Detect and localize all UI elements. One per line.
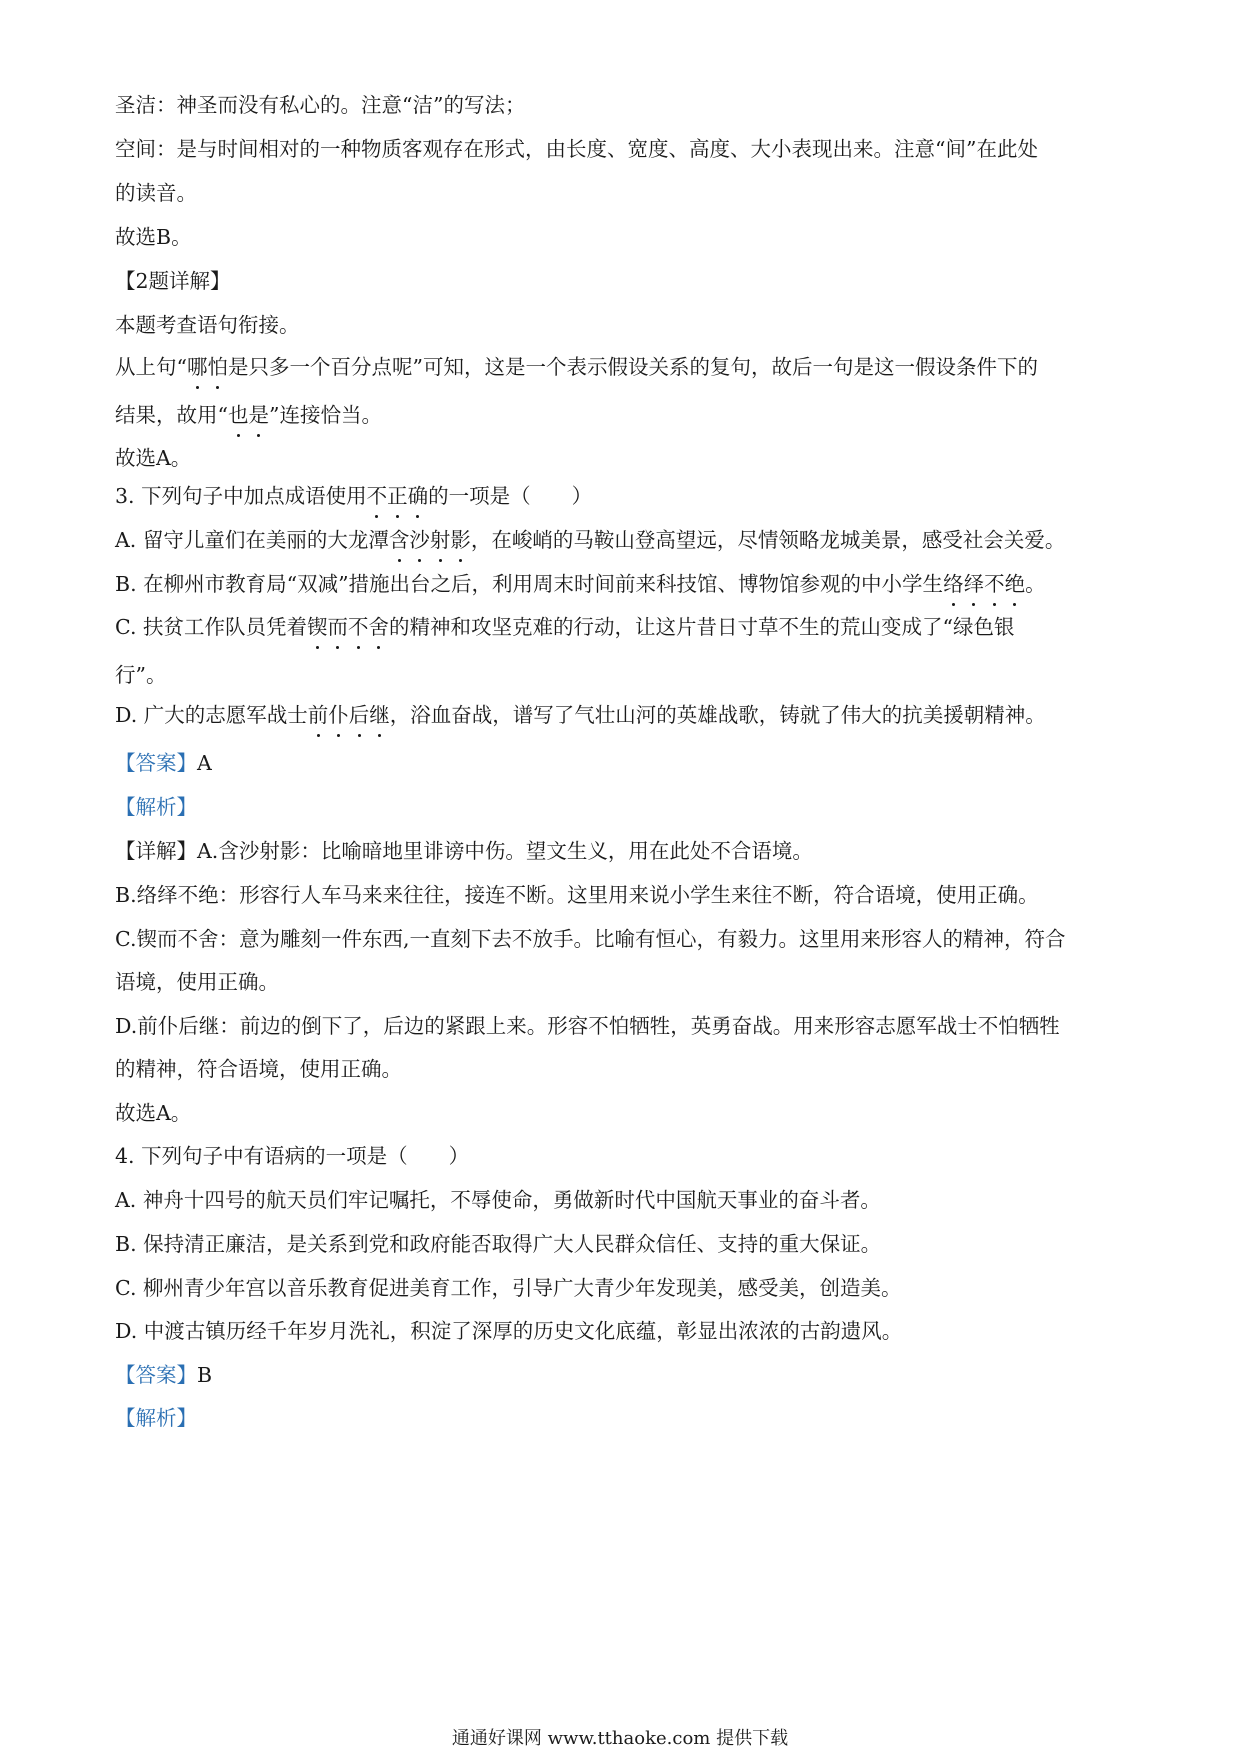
question-3-option-a xyxy=(115,525,1135,555)
text-line: 故选B。 xyxy=(115,225,192,249)
text-segment: ，浴血奋战，谱写了气壮山河的英雄战歌，铸就了伟大的抗美援朝精神。 xyxy=(389,703,1046,727)
question-4-option-c: C. 柳州青少年宫以音乐教育促进美育工作，引导广大青少年发现美，感受美，创造美。 xyxy=(115,1276,902,1300)
text-segment: C. 扶贫工作队员凭着 xyxy=(115,615,307,639)
text-line: B.络绎不绝：形容行人车马来来往往，接连不断。这里用来说小学生来往不断，符合语境，使用正确。 xyxy=(115,883,1039,907)
answer-4 xyxy=(115,1360,1135,1390)
text-line: 语境，使用正确。 xyxy=(115,970,279,994)
question-4-stem: 4. 下列句子中有语病的一项是（ ） xyxy=(115,1144,470,1168)
text-line xyxy=(115,400,1135,430)
question-3-option-c xyxy=(115,612,1135,642)
text-segment: ”连接恰当。 xyxy=(268,403,382,427)
text-segment: A. 留守儿童们在美丽的大龙潭 xyxy=(115,528,389,552)
text-segment: 。 xyxy=(1025,572,1046,596)
text-segment: 的精神和攻坚克难的行动，让这片昔日寸草不生的荒山变成了“绿色银 xyxy=(389,615,1015,639)
text-line: 本题考查语句衔接。 xyxy=(115,313,300,337)
analysis-3-tag xyxy=(115,792,1135,822)
text-line: C.锲而不舍：意为雕刻一件东西,一直刻下去不放手。比喻有恒心，有毅力。这里用来形容人的精神，符合 xyxy=(115,927,1066,951)
question-3-option-b xyxy=(115,569,1135,599)
analysis-tag: 【解析】 xyxy=(115,795,197,819)
text-segment: B. 在柳州市教育局“双减”措施出台之后，利用周末时间前来科技馆、博物馆参观的中小学生 xyxy=(115,572,944,596)
question-3-stem xyxy=(115,481,1135,511)
text-line: 空间：是与时间相对的一种物质客观存在形式，由长度、宽度、高度、大小表现出来。注意“间”在此处 xyxy=(115,137,1038,161)
question-4-option-d: D. 中渡古镇历经千年岁月洗礼，积淀了深厚的历史文化底蕴，彰显出浓浓的古韵遗风。 xyxy=(115,1319,903,1343)
question-3-option-d xyxy=(115,700,1135,730)
dotted-emphasis: 不正确 xyxy=(367,484,429,508)
dotted-emphasis: 哪怕 xyxy=(187,355,228,379)
text-line: 的精神，符合语境，使用正确。 xyxy=(115,1057,402,1081)
text-line xyxy=(115,352,1135,382)
answer-value: A xyxy=(197,751,212,775)
text-segment: 是只多一个百分点呢”可知，这是一个表示假设关系的复句，故后一句是这一假设条件下的 xyxy=(227,355,1038,379)
text-line: 圣洁：神圣而没有私心的。注意“洁”的写法； xyxy=(115,93,526,117)
text-segment: 从上句“ xyxy=(115,355,187,379)
answer-3 xyxy=(115,748,1135,778)
text-segment: 3. 下列句子中加点成语使用 xyxy=(115,484,367,508)
section-heading: 【2题详解】 xyxy=(115,269,231,293)
text-line: 【详解】A.含沙射影：比喻暗地里诽谤中伤。望文生义，用在此处不合语境。 xyxy=(115,839,813,863)
dotted-emphasis: 含沙射影 xyxy=(389,528,471,552)
text-line: D.前仆后继：前边的倒下了，后边的紧跟上来。形容不怕牺牲，英勇奋战。用来形容志愿军战士不怕牺牲 xyxy=(115,1014,1060,1038)
text-segment: ，在峻峭的马鞍山登高望远，尽情领略龙城美景，感受社会关爱。 xyxy=(470,528,1066,552)
answer-tag: 【答案】 xyxy=(115,751,197,775)
dotted-emphasis: 锲而不舍 xyxy=(307,615,389,639)
text-line: 故选A。 xyxy=(115,446,192,470)
analysis-tag: 【解析】 xyxy=(115,1406,197,1430)
question-3-option-c-cont: 行”。 xyxy=(115,663,167,687)
question-4-option-a: A. 神舟十四号的航天员们牢记嘱托，不辱使命，勇做新时代中国航天事业的奋斗者。 xyxy=(115,1188,881,1212)
answer-tag: 【答案】 xyxy=(115,1363,197,1387)
text-segment: 结果，故用“ xyxy=(115,403,228,427)
page-footer: 通通好课网 www.tthaoke.com 提供下载 xyxy=(451,1728,789,1749)
question-4-option-b: B. 保持清正廉洁，是关系到党和政府能否取得广大人民群众信任、支持的重大保证。 xyxy=(115,1232,882,1256)
dotted-emphasis: 也是 xyxy=(228,403,269,427)
dotted-emphasis: 前仆后继 xyxy=(308,703,390,727)
text-line: 的读音。 xyxy=(115,181,197,205)
text-segment: D. 广大的志愿军战士 xyxy=(115,703,308,727)
text-line: 故选A。 xyxy=(115,1101,192,1125)
text-segment: 的一项是（ ） xyxy=(428,484,593,508)
answer-value: B xyxy=(197,1363,213,1387)
dotted-emphasis: 络绎不绝 xyxy=(943,572,1025,596)
analysis-4-tag xyxy=(115,1403,1135,1433)
